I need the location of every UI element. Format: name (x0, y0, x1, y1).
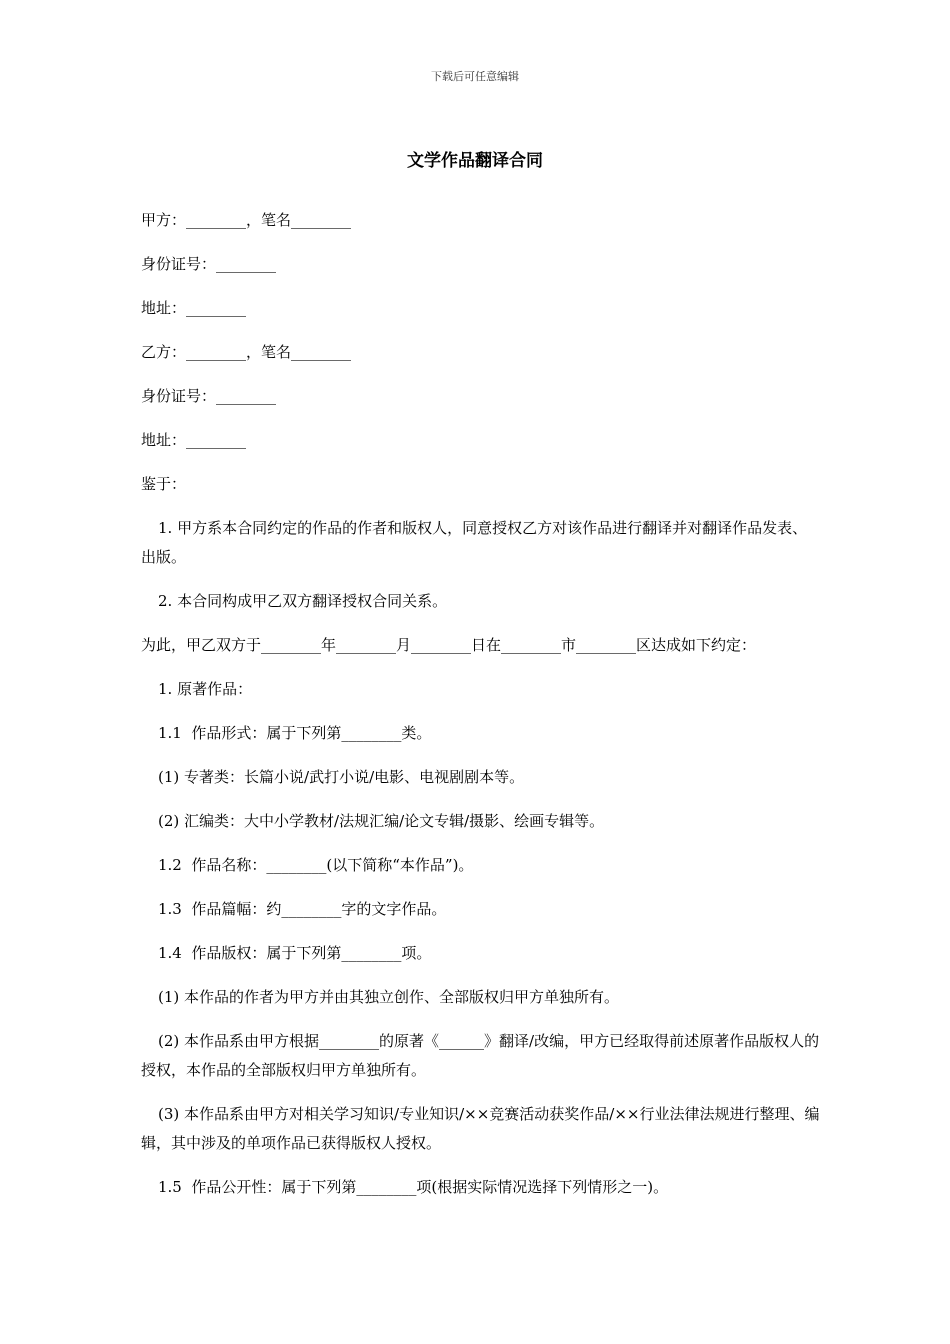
whereas-heading: 鉴于： (141, 475, 187, 493)
party-a-address: 地址：________ (141, 299, 247, 317)
whereas-clause-2: 2. 本合同构成甲乙双方翻译授权合同关系。 (158, 592, 448, 610)
clause-1-2: 1.2 作品名称：________(以下简称“本作品”)。 (158, 856, 474, 874)
clause-1-4-option-2: (2) 本作品系由甲方根据________的原著《______》翻译/改编，甲方已经取得前述原著作品版权人的授权，本作品的全部版权归甲方单独所有。 (141, 1032, 820, 1079)
party-b-name: 乙方：________，笔名________ (141, 343, 352, 361)
document-title: 文学作品翻译合同 (407, 151, 543, 171)
party-a-name: 甲方：________，笔名________ (141, 211, 352, 229)
agreement-intro: 为此，甲乙双方于________年________月________日在________市________区达成如下约定： (141, 636, 757, 654)
document-body (141, 206, 821, 1217)
header-note: 下载后可任意编辑 (431, 70, 519, 83)
section-1-heading: 1. 原著作品： (158, 680, 253, 698)
whereas-clause-1: 1. 甲方系本合同约定的作品的作者和版权人，同意授权乙方对该作品进行翻译并对翻译作品发表、出版。 (141, 519, 808, 566)
clause-1-5: 1.5 作品公开性：属于下列第________项(根据实际情况选择下列情形之一)。 (158, 1178, 669, 1196)
party-a-id-number: 身份证号：________ (141, 255, 277, 273)
clause-1-1-option-2: (2) 汇编类：大中小学教材/法规汇编/论文专辑/摄影、绘画专辑等。 (158, 812, 605, 830)
clause-1-3: 1.3 作品篇幅：约________字的文字作品。 (158, 900, 447, 918)
clause-1-1: 1.1 作品形式：属于下列第________类。 (158, 724, 432, 742)
clause-1-1-option-1: (1) 专著类：长篇小说/武打小说/电影、电视剧剧本等。 (158, 768, 525, 786)
party-b-address: 地址：________ (141, 431, 247, 449)
party-b-id-number: 身份证号：________ (141, 387, 277, 405)
clause-1-4-option-1: (1) 本作品的作者为甲方并由其独立创作、全部版权归甲方单独所有。 (158, 988, 620, 1006)
clause-1-4: 1.4 作品版权：属于下列第________项。 (158, 944, 432, 962)
clause-1-4-option-3: (3) 本作品系由甲方对相关学习知识/专业知识/××竞赛活动获奖作品/××行业法律法规进行整理、编辑，其中涉及的单项作品已获得版权人授权。 (141, 1105, 820, 1152)
